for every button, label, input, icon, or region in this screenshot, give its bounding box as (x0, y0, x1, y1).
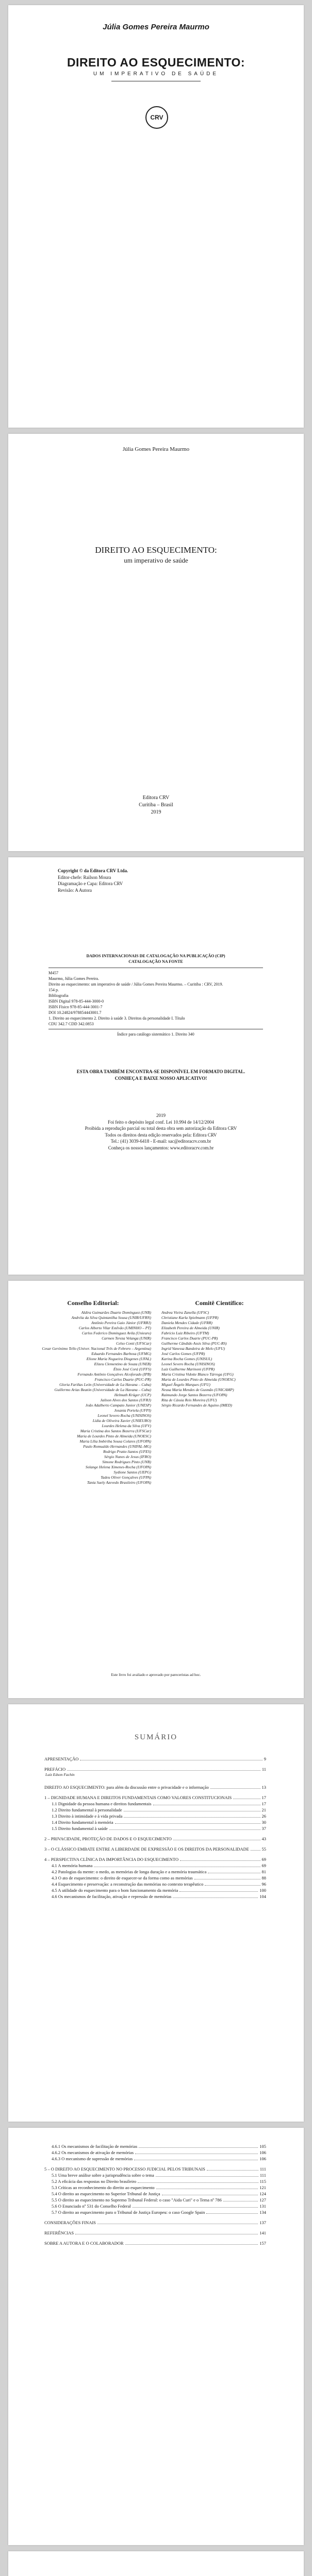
summary-page-continued (8, 2128, 304, 2545)
toc-gap (44, 2215, 266, 2219)
toc-entry (44, 2240, 266, 2246)
toc-gap (44, 1790, 266, 1794)
committee-member: Ingrid Vanessa Bandeira de Melo (UFU) (161, 1346, 225, 1351)
toc-entry-title: 4.2 Patologias da mente: o medo, as memórias de longa duração e a memória traumática (52, 1869, 207, 1874)
committee-member: Elizabeth Pereira de Almeida (UNIR) (161, 1326, 220, 1330)
peer-review-note: Este livro foi avaliado e aprovado por pareceristas ad hoc. (111, 1672, 201, 1677)
council-member: Elizeu Clementino de Souza (UNEB) (94, 1362, 151, 1366)
councils-page (8, 1281, 304, 1698)
toc-entry (44, 1825, 266, 1832)
toc-leader-dots (138, 2182, 258, 2183)
toc-entry-page: 111 (259, 2166, 266, 2172)
council-member: João Adalberto Campato Junior (UNESP) (85, 1403, 151, 1408)
toc-entry-page: 55 (261, 1846, 266, 1852)
toc-leader-dots (156, 2188, 258, 2189)
toc-entry (44, 1813, 266, 1819)
toc-entry (44, 1801, 266, 1807)
toc-entry-page: 127 (259, 2197, 266, 2202)
toc-gap (44, 1780, 266, 1784)
council-member: Élsio José Corá (UFFS) (113, 1367, 151, 1371)
toc-entry-title: 5.6 O Enunciado nº 531 do Conselho Federal (52, 2204, 131, 2209)
summary-page (8, 1704, 304, 2122)
copyright-line: Copyright © da Editora CRV Ltda. (58, 868, 128, 873)
scientific-committee (161, 1299, 277, 1408)
toc-entry (44, 1881, 266, 1887)
committee-member: Daniela Mendes Cidade (UFRR) (161, 1320, 212, 1325)
toc-leader-dots (124, 1817, 260, 1818)
title-page (8, 434, 304, 851)
council-member: Josania Portela (UFPI) (114, 1408, 151, 1413)
cip-line: 154 p. (48, 988, 59, 992)
cover-author: Júlia Gomes Pereira Maurmo (103, 23, 209, 31)
toc-entry-title: 5.4 O direito ao esquecimento no Superior Tribunal de Justiça (52, 2191, 160, 2196)
cip-record (48, 953, 263, 1037)
council-member: Guillermo Arias Beatón (Universidade de La Havana – Cuba) (54, 1387, 151, 1392)
committee-member: Maria de Lourdes Pinto de Almeida (UNOESC) (161, 1377, 236, 1382)
toc-leader-dots (194, 1878, 260, 1879)
council-member: Maria Cristina dos Santos Bezerra (UFSCar) (80, 1429, 151, 1433)
legal-note: Proibida a reprodução parcial ou total desta obra sem autorização da Editora CRV (85, 1126, 237, 1131)
toc-entry-page: 30 (261, 1820, 266, 1825)
council-member: Jailson Alves dos Santos (UFRJ) (100, 1398, 151, 1402)
committee-member: Miguel Ângelo Marques (UFU) (161, 1382, 210, 1387)
toc-entry-title: REFERÊNCIAS (44, 2230, 74, 2235)
council-member: Eduardo Fernandes Barbosa (UFMG) (91, 1351, 151, 1356)
toc-leader-dots (125, 2244, 258, 2245)
toc-entry-title: 4.6.3 O mecanismo de supressão de memórias (52, 2156, 133, 2161)
council-member: Solange Helena Ximenes-Rocha (UFOPA) (85, 1465, 151, 1469)
toc-entry-title: 5.7 O direito ao esquecimento para o Tribunal de Justiça Europeu: o caso Google Spain (52, 2210, 205, 2215)
council-member: Maria de Lourdes Pinto de Almeida (UNOESC) (77, 1434, 151, 1438)
legal-note: Conheça os nossos lançamentos: www.editoracrv.com.br (108, 1145, 214, 1150)
toc-entry-page: 17 (261, 1801, 266, 1806)
toc-entry (44, 1846, 266, 1852)
publisher-line: 2019 (151, 809, 161, 815)
toc-entry (44, 2149, 266, 2156)
committee-member: Fabrício Luiz Ribeiro (UFTM) (161, 1331, 209, 1335)
toc-entry-page: 131 (259, 2204, 266, 2209)
council-member: Sérgio Nunes de Jesus (IFRO) (104, 1454, 151, 1459)
toc-gap (44, 1832, 266, 1836)
toc-entry-title: 1.4 Direito fundamental à memória (52, 1820, 113, 1825)
toc-entry (44, 1756, 266, 1762)
title-page-subtitle: um imperativo de saúde (124, 556, 188, 564)
title-page-author: Júlia Gomes Pereira Maurmo (122, 446, 190, 452)
toc-entry (44, 2156, 266, 2162)
committee-member: Karina Rocha Gomes (UNISUL) (161, 1357, 212, 1361)
committee-member: Sérgio Ricardo Fernandes de Aquino (IMED) (161, 1403, 232, 1408)
cip-line: M457 (48, 971, 59, 975)
toc-leader-dots (205, 1885, 260, 1886)
toc-entry (44, 2197, 266, 2203)
editorial-council (35, 1299, 151, 1485)
toc-entry-page: 105 (259, 2144, 266, 2149)
toc-leader-dots (94, 1866, 260, 1867)
toc-entry-page: 69 (261, 1863, 266, 1868)
toc-leader-dots (153, 1804, 260, 1805)
toc-entry-page: 121 (259, 2185, 266, 2190)
toc-leader-dots (223, 2200, 258, 2201)
cip-line: CDU 342.7 CDD 342.0853 (48, 1022, 94, 1026)
toc-leader-dots (208, 1872, 260, 1873)
copyright-block (58, 868, 264, 893)
editorial-council-list (35, 1310, 151, 1485)
toc-entry-title: 4.6 Os mecanismos de facilitação, ativação e repressão de memórias (52, 1894, 172, 1899)
council-member: Andréia da Silva Quintanilha Sousa (UNIR/UFRN) (71, 1315, 151, 1320)
cip-line: 1. Direito ao esquecimento 2. Direito à saúde 3. Direitos da personalidade I. Título (48, 1016, 185, 1021)
toc-leader-dots (233, 1798, 260, 1799)
toc-leader-dots (109, 1829, 260, 1830)
council-member: Carmen Tereza Velanga (UNIR) (102, 1336, 151, 1341)
legal-note: Tel.: (41) 3039-6418 - E-mail: sac@editoracrv.com.br (110, 1139, 211, 1144)
council-member: Lídia de Oliveira Xavier (UNIEURO) (92, 1418, 151, 1423)
council-member: Cesar Gerónimo Tello (Univer. Nacional Três de Febrero – Argentina) (42, 1346, 151, 1351)
toc-entry-page: 43 (261, 1836, 266, 1841)
toc-entry-page: 17 (261, 1795, 266, 1800)
toc-leader-dots (133, 2207, 258, 2208)
toc-entry-page: 157 (259, 2241, 266, 2246)
copyright-line: Editor-chefe: Railson Moura (58, 874, 111, 880)
cip-header: CATALOGAÇÃO NA FONTE (128, 959, 183, 964)
council-member: Aldira Guimarães Duarte Domínguez (UNB) (81, 1310, 151, 1315)
toc-entry-page: 69 (261, 1857, 266, 1862)
toc-entry-title: 4.1 A memória humana (52, 1863, 93, 1868)
council-member: Tadeu Oliver Gonçalves (UFPA) (101, 1475, 151, 1480)
toc-leader-dots (206, 2213, 258, 2214)
publisher-logo-icon: CRV (145, 106, 168, 129)
toc-entry-page: 88 (261, 1875, 266, 1880)
toc-leader-dots (173, 1839, 260, 1840)
cip-line: ISBN Físico 978-85-444-3001-7 (48, 1005, 103, 1009)
toc-leader-dots (67, 1770, 260, 1771)
toc-entry-title: CONSIDERAÇÕES FINAIS (44, 2220, 96, 2225)
council-member: Simone Rodrigues Pinto (UNB) (102, 1460, 151, 1464)
committee-member: Luiz Guilherme Marinoni (UFPR) (161, 1367, 215, 1371)
toc-entry (44, 1862, 266, 1869)
toc-leader-dots (135, 2153, 258, 2154)
toc-entry-page: 111 (259, 2173, 266, 2178)
committee-member: Francisco Carlos Duarte (PUC-PR) (161, 1336, 218, 1341)
toc-entry-page: 106 (259, 2150, 266, 2155)
council-member: Fernando Antônio Gonçalves Alcoforado (IPB) (77, 1372, 151, 1377)
toc-leader-dots (162, 2194, 258, 2195)
toc-entry-page: 106 (259, 2156, 266, 2161)
council-member: Gloria Fariñas León (Universidade de La Havana – Cuba) (59, 1382, 151, 1387)
toc-entry-page: 21 (261, 1807, 266, 1812)
toc-entry-page: 137 (259, 2220, 266, 2225)
toc-entry (44, 2230, 266, 2236)
council-member: Elione Maria Nogueira Diogenes (UFAL) (86, 1357, 151, 1361)
presentation-page (8, 2551, 304, 2576)
council-member: Carlos Federico Dominguez Avila (Unieuro) (81, 1331, 151, 1335)
toc-entry-title: 1 – DIGNIDADE HUMANA E DIREITOS FUNDAMENTAIS COMO VALORES CONSTITUCIONAIS (44, 1795, 232, 1800)
toc-entry (44, 1856, 266, 1862)
cover-page (8, 5, 304, 428)
committee-member: Raimundo Jorge Santos Bezerra (UFOPA) (161, 1393, 227, 1397)
toc-entry (44, 2143, 266, 2149)
council-member: Celso Conti (UFSCar) (116, 1341, 151, 1346)
publisher-line: Curitiba – Brasil (139, 802, 173, 808)
council-member: Sydione Santos (UEPG) (113, 1470, 151, 1475)
toc-entry (44, 1875, 266, 1881)
toc-entry (44, 2178, 266, 2184)
toc-entry-title: 4.6.2 Os mecanismos de ativação de memórias (52, 2150, 134, 2155)
toc-entry-page: 104 (259, 1894, 266, 1899)
toc-gap (44, 1852, 266, 1856)
council-member: Maria Lília Imbiriba Sousa Colares (UFOPA) (79, 1439, 151, 1444)
council-member: Antônio Pereira Gaio Júnior (UFRRJ) (91, 1320, 151, 1325)
committee-member: Maria Cristina Vidotte Blanco Tárrega (UFG) (161, 1372, 234, 1377)
council-member: Tania Suely Azevedo Brasileiro (UFOPA) (87, 1480, 151, 1485)
toc-entry (44, 1836, 266, 1842)
toc-leader-dots (180, 1860, 260, 1861)
scientific-committee-list (161, 1310, 277, 1408)
toc-leader-dots (97, 2223, 258, 2224)
toc-entry (44, 1893, 266, 1900)
toc-entry-page: 134 (259, 2210, 266, 2215)
scientific-committee-title: Comitê Científico: (195, 1299, 244, 1307)
toc-entry-title: 3 – O CLÁSSICO EMBATE ENTRE A LIBERDADE DE EXPRESSÃO E OS DIREITOS DA PERSONALIDADE (44, 1846, 250, 1852)
toc-entry-title: PREFÁCIO (44, 1767, 66, 1772)
cip-footer: Índice para catálogo sistemático 1. Direito 340 (117, 1032, 194, 1037)
cip-header: DADOS INTERNACIONAIS DE CATALOGAÇÃO NA PUBLICAÇÃO (CIP) (86, 954, 225, 958)
toc-entry-title: 4.3 O ato de esquecimento: o direito de esquecer-se da forma como as memórias (52, 1875, 193, 1880)
toc-entry-title: 4.4 Esquecimento e preservação: a reconstrução das memórias no contexto terapêutico (52, 1882, 204, 1887)
toc-entry (44, 2166, 266, 2172)
toc-entry (44, 1819, 266, 1825)
toc-entry-title: 5.1 Uma breve análise sobre a jurisprudência sobre o tema (52, 2173, 154, 2178)
toc-entry-page: 9 (264, 1756, 266, 1761)
toc-leader-dots (139, 2147, 258, 2148)
toc-entry-title: 5.2 A eficácia das respostas no Direito brasileiro (52, 2179, 137, 2184)
toc-leader-dots (179, 1891, 258, 1892)
toc-entry-page: 37 (261, 1826, 266, 1831)
committee-member: Leonel Severo Rocha (UNISINOS) (161, 1362, 215, 1366)
council-member: Francisco Carlos Duarte (PUC-PR) (94, 1377, 151, 1382)
toc-entry (44, 1887, 266, 1893)
council-member: Rodrigo Pratte-Santos (UFES) (103, 1449, 151, 1454)
toc-gap (44, 2162, 266, 2166)
toc-entry-title: 5 – O DIREITO AO ESQUECIMENTO NO PROCESSO JUDICIAL PELOS TRIBUNAIS (44, 2166, 205, 2172)
toc-entry-title: DIREITO AO ESQUECIMENTO: para além da discussão entre o privacidade e o informação (44, 1785, 209, 1790)
toc-leader-dots (124, 1810, 260, 1811)
cover-subtitle: UM IMPERATIVO DE SAÚDE (93, 71, 219, 77)
toc-entry (44, 2219, 266, 2226)
toc-entry-page: 26 (261, 1814, 266, 1819)
legal-note: 2019 (156, 1113, 166, 1118)
council-member: Carlos Alberto Vilar Estêvão (UMINHO – PT) (78, 1326, 151, 1330)
toc-leader-dots (75, 2233, 258, 2234)
toc-entry-title: 2 – PRIVACIDADE, PROTEÇÃO DE DADOS E O ESQUECIMENTO (44, 1836, 172, 1841)
toc-entry-page: 100 (259, 1888, 266, 1893)
editorial-council-title: Conselho Editorial: (67, 1299, 119, 1307)
cip-line: Direito ao esquecimento: um imperativo de saúde / Júlia Gomes Pereira Maurmo. – Curitiba : CRV, 2019. (48, 982, 223, 987)
toc-entry-page: 13 (261, 1785, 266, 1790)
toc-entry-page: 81 (261, 1869, 266, 1874)
committee-member: Guilherme Cândido Assis Silva (PUC-RS) (161, 1341, 227, 1346)
toc-leader-dots (251, 1850, 260, 1851)
toc-entry-title: APRESENTAÇÃO (44, 1756, 79, 1761)
publisher-line: Editora CRV (142, 795, 170, 801)
cip-line: ISBN Digital 978-85-444-3000-0 (48, 999, 104, 1004)
toc-entry-title: 5.5 O direito ao esquecimento no Supremo Tribunal Federal: o caso "Aida Curi" e o Tema nº 786 (52, 2197, 222, 2202)
toc-entry (44, 2172, 266, 2178)
title-page-publisher (8, 794, 304, 816)
toc-entry (44, 2203, 266, 2209)
legal-note: Todos os direitos desta edição reservados pela: Editora CRV (105, 1132, 217, 1138)
committee-member: Rita de Cássia Reis Moreira (UFU) (161, 1398, 217, 1402)
toc-leader-dots (173, 1897, 258, 1898)
title-page-title: DIREITO AO ESQUECIMENTO: (95, 545, 217, 555)
legal-note: Foi feito o depósito legal conf. Lei 10.994 de 14/12/2004 (108, 1119, 214, 1125)
committee-member: José Carlos Gomes (UFPR) (161, 1351, 205, 1356)
council-member: Helmuth Krüger (UCP) (114, 1393, 151, 1397)
toc-entry (44, 1807, 266, 1813)
toc-entry-title: 1.2 Direito fundamental à personalidade (52, 1807, 122, 1812)
cip-line: DOI 10.24824/978854443001.7 (48, 1010, 102, 1015)
toc-leader-dots (115, 1823, 260, 1824)
council-member: Leonel Severo Rocha (UNISINOS) (97, 1413, 151, 1418)
toc-entry (44, 2209, 266, 2215)
toc-leader-dots (207, 2170, 258, 2171)
copyright-page (8, 857, 304, 1275)
toc-gap (44, 1842, 266, 1846)
copyright-line: Revisão: A Autora (58, 887, 92, 893)
summary-list-continued (44, 2143, 266, 2246)
council-member: Lourdes Helena da Silva (UFV) (102, 1423, 151, 1428)
toc-entry-page: 115 (259, 2179, 266, 2184)
toc-gap (44, 2236, 266, 2240)
toc-entry-page: 11 (261, 1767, 266, 1772)
committee-member: Neusa Maria Mendes de Gusmão (UNICAMP) (161, 1387, 234, 1392)
cover-title: DIREITO AO ESQUECIMENTO: (67, 56, 245, 69)
cip-line: Bibliografia (48, 993, 69, 998)
toc-entry (44, 1766, 266, 1772)
toc-leader-dots (156, 2176, 258, 2177)
copyright-line: Diagramação e Capa: Editora CRV (58, 881, 123, 886)
legal-note: CONHEÇA E BAIXE NOSSO APLICATIVO! (114, 1075, 207, 1081)
toc-entry (44, 1794, 266, 1801)
cip-box (48, 968, 263, 1029)
toc-gap (44, 2226, 266, 2230)
toc-entry (44, 2184, 266, 2191)
toc-entry-page: 96 (261, 1882, 266, 1887)
committee-member: Andrea Vieira Zanella (UFSC) (161, 1310, 209, 1315)
toc-entry-page: 141 (259, 2230, 266, 2235)
toc-entry-title: 4.6.1 Os mecanismos de facilitação de memórias (52, 2144, 138, 2149)
cip-line: Maurmo, Júlia Gomes Pereira. (48, 976, 99, 981)
toc-gap (44, 1762, 266, 1766)
summary-title: SUMÁRIO (134, 1733, 178, 1741)
toc-entry-title: 1.3 Direito à intimidade e à vida privada (52, 1814, 123, 1819)
committee-member: Christiane Karla Spielmann (UFPR) (161, 1315, 219, 1320)
toc-leader-dots (210, 1788, 260, 1789)
summary-list (44, 1756, 266, 1900)
toc-entry-author: Luiz Edson Fachin (45, 1772, 75, 1777)
toc-entry (44, 1784, 266, 1790)
toc-entry-title: 4.5 A utilidade do esquecimento para o bom funcionamento da memória (52, 1888, 178, 1893)
legal-note: ESTA OBRA TAMBÉM ENCONTRA-SE DISPONÍVEL EM FORMATO DIGITAL. (76, 1069, 245, 1074)
toc-entry-title: 5.3 Críticas ao reconhecimento do direito ao esquecimento (52, 2185, 155, 2190)
toc-entry-page: 124 (259, 2191, 266, 2196)
council-member: Paulo Romualdo Hernandes (UNIFAL-MG) (83, 1444, 151, 1449)
toc-entry (44, 1869, 266, 1875)
toc-leader-dots (134, 2159, 258, 2160)
toc-entry-title: 1.1 Dignidade da pessoa humana e direitos fundamentais (52, 1801, 152, 1806)
legal-notes (58, 1069, 264, 1151)
toc-entry (44, 2191, 266, 2197)
toc-leader-dots (80, 1759, 262, 1760)
toc-entry-title: SOBRE A AUTORA E O COLABORADOR (44, 2241, 124, 2246)
toc-entry-title: 1.5 Direito fundamental à saúde (52, 1826, 108, 1831)
toc-entry-title: 4 – PERSPECTIVA CLÍNICA DA IMPORTÂNCIA DO ESQUECIMENTO (44, 1857, 179, 1862)
